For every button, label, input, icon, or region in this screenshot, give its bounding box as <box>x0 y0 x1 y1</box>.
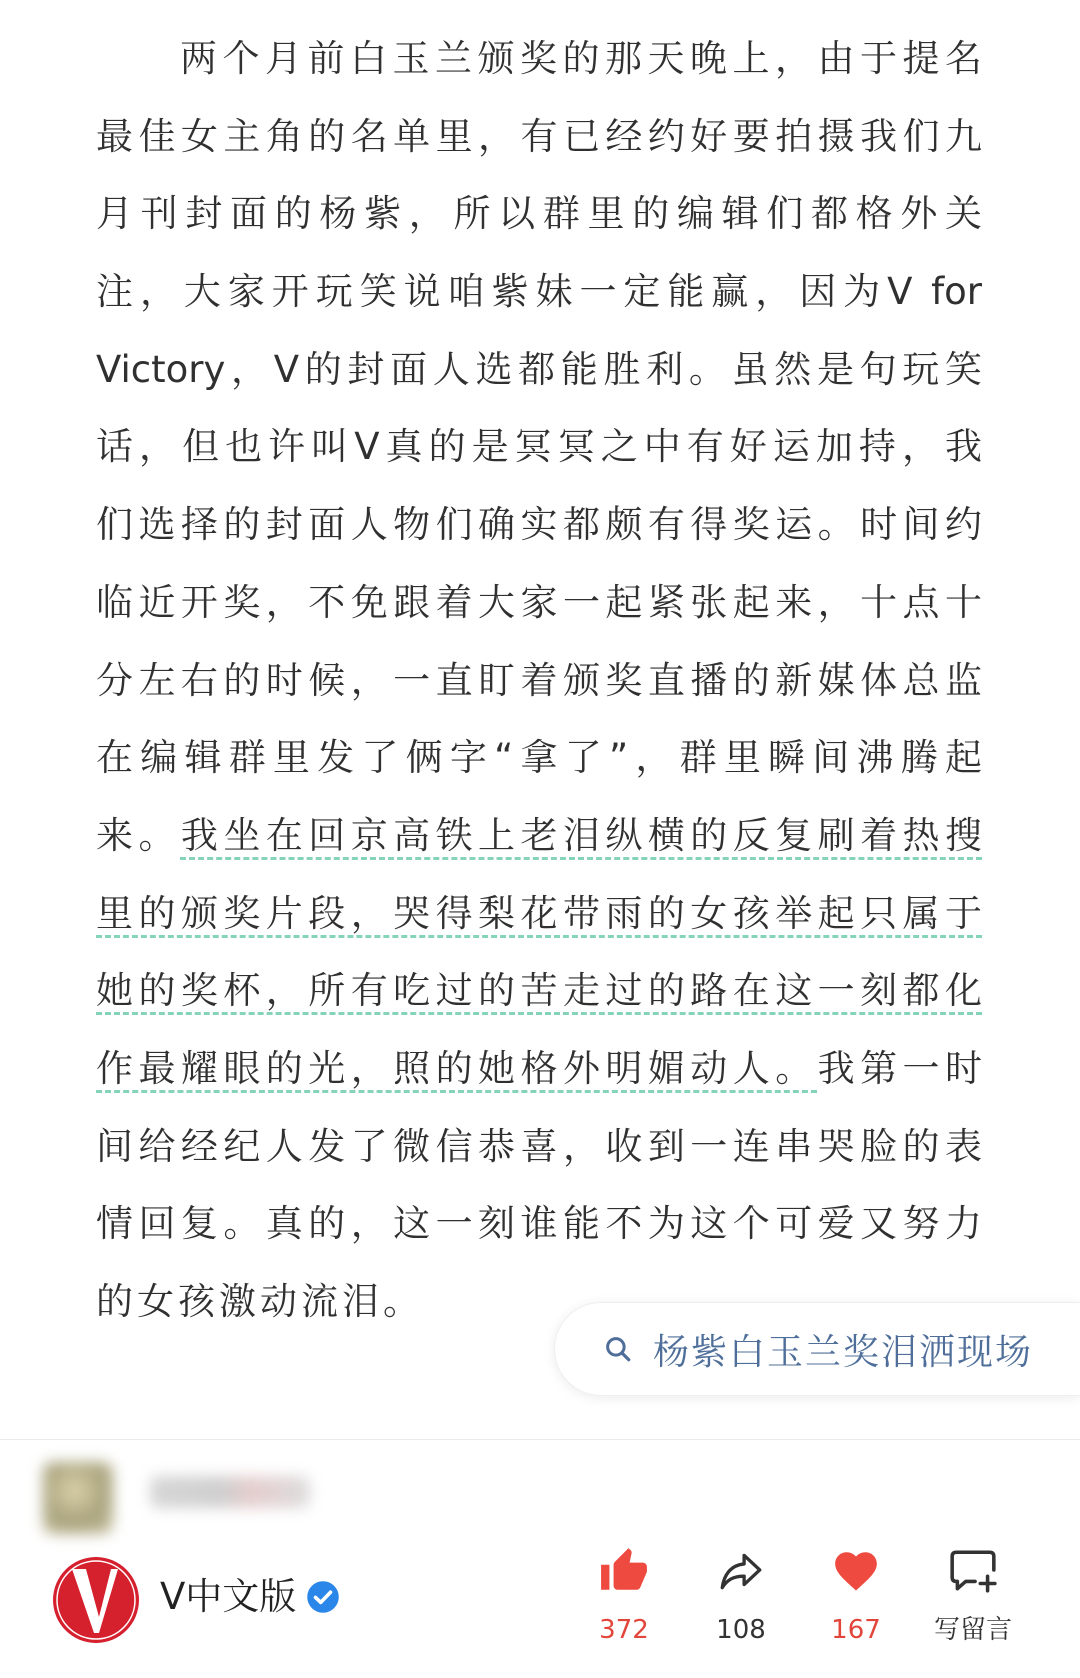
search-suggestion-query: 杨紫白玉兰奖泪洒现场 <box>653 1331 1034 1373</box>
article-line <box>96 175 982 253</box>
article-line <box>96 331 982 409</box>
search-icon <box>603 1334 633 1364</box>
account-name[interactable]: V中文版 <box>160 1575 297 1618</box>
article-text: 注，大家开玩笑说咱紫妹一定能赢，因为V for <box>96 270 982 314</box>
article-line <box>96 1108 982 1186</box>
article-line <box>96 952 982 1030</box>
article-text: 两个月前白玉兰颁奖的那天晚上，由于提名 <box>180 37 982 80</box>
write-comment-label: 写留言 <box>933 1615 1012 1645</box>
username-blurred[interactable] <box>150 1476 310 1508</box>
share-icon <box>716 1546 766 1596</box>
article-line <box>96 797 982 875</box>
favorite-button[interactable] <box>801 1540 911 1650</box>
like-button[interactable] <box>569 1540 679 1650</box>
article-line <box>96 1185 982 1263</box>
article-line <box>96 719 982 797</box>
topic-link[interactable]: 里的颁奖片段，哭得梨花带雨的女孩举起只属于 <box>96 891 982 935</box>
topic-link[interactable]: 我坐在回京高铁上老泪纵横的反复刷着热搜 <box>180 813 983 857</box>
article-line <box>96 253 982 331</box>
article-text: 分左右的时候，一直盯着颁奖直播的新媒体总监 <box>96 658 982 702</box>
v-logo-icon[interactable] <box>53 1557 139 1643</box>
comment-add-icon <box>948 1546 998 1596</box>
avatar[interactable] <box>43 1462 113 1534</box>
article-line <box>96 1030 982 1108</box>
article-line <box>96 20 982 98</box>
article-line <box>96 486 982 564</box>
article-line <box>96 98 982 176</box>
topic-link[interactable]: 她的奖杯，所有吃过的苦走过的路在这一刻都化 <box>96 969 982 1013</box>
article-line <box>96 642 982 720</box>
topic-link[interactable]: 作最耀眼的光，照的她格外明媚动人。 <box>96 1046 818 1090</box>
article-text: 间给经纪人发了微信恭喜，收到一连串哭脸的表 <box>96 1124 982 1168</box>
article-text: 的女孩激动流泪。 <box>96 1280 424 1323</box>
article-text: 我第一时 <box>817 1046 983 1090</box>
article-text: 们选择的封面人物们确实都颇有得奖运。时间约 <box>96 503 982 547</box>
article-text: 最佳女主角的名单里，有已经约好要拍摄我们九 <box>96 114 982 158</box>
write-comment-button[interactable] <box>918 1540 1028 1650</box>
article-body <box>96 20 982 1341</box>
share-count: 108 <box>716 1615 766 1645</box>
thumbs-up-icon <box>599 1546 649 1596</box>
article-text: 临近开奖，不免跟着大家一起紧张起来，十点十 <box>96 580 982 624</box>
heart-icon <box>831 1546 881 1596</box>
article-text: Victory，V的封面人选都能胜利。虽然是句玩笑 <box>96 347 982 391</box>
article-text: 月刊封面的杨紫，所以群里的编辑们都格外关 <box>96 192 982 236</box>
verified-badge-icon <box>305 1579 341 1615</box>
favorite-count: 167 <box>831 1615 881 1645</box>
article-text: 情回复。真的，这一刻谁能不为这个可爱又努力 <box>96 1202 982 1246</box>
article-line <box>96 875 982 953</box>
bottom-action-bar <box>0 1439 1080 1678</box>
article-line <box>96 408 982 486</box>
article-text: 来。 <box>96 813 181 857</box>
article-line <box>96 564 982 642</box>
search-suggestion-pill[interactable] <box>554 1302 1080 1396</box>
article-text: 在编辑群里发了俩字“拿了”，群里瞬间沸腾起 <box>96 736 982 780</box>
like-count: 372 <box>599 1615 649 1645</box>
article-text: 话，但也许叫V真的是冥冥之中有好运加持，我 <box>96 425 982 469</box>
share-button[interactable] <box>686 1540 796 1650</box>
